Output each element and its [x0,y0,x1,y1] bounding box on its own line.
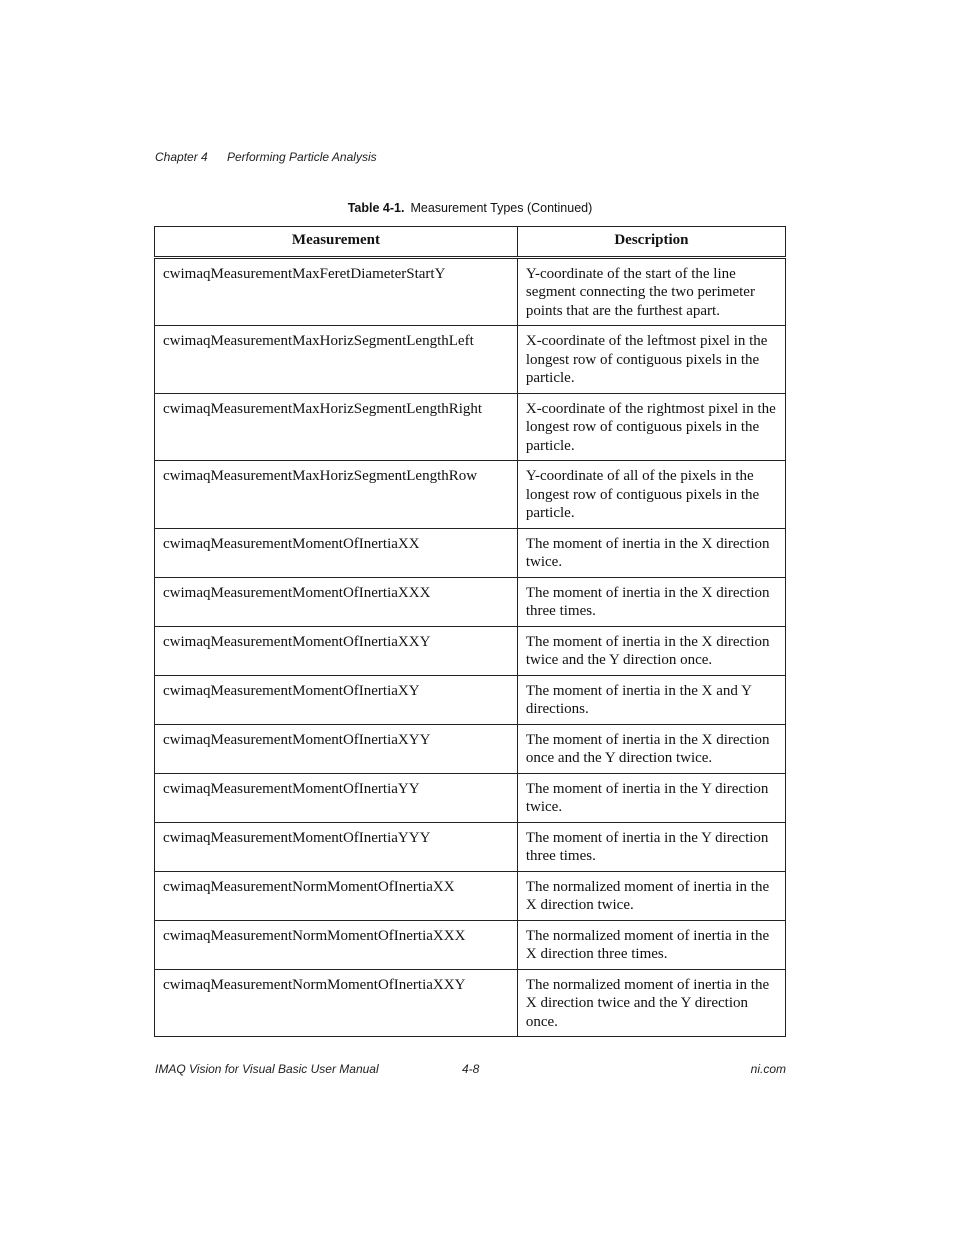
table-row [155,675,786,724]
description-cell: The moment of inertia in the X direction three times. [517,577,785,626]
table-row [155,773,786,822]
description-cell: Y-coordinate of all of the pixels in the longest row of contiguous pixels in the particle. [517,461,785,529]
description-cell: X-coordinate of the leftmost pixel in the longest row of contiguous pixels in the particle. [517,326,785,394]
description-cell: The moment of inertia in the X direction once and the Y direction twice. [517,724,785,773]
page-number: 4-8 [462,1062,480,1076]
table-row [155,461,786,529]
table-row [155,920,786,969]
description-cell: The normalized moment of inertia in the X direction twice. [517,871,785,920]
description-cell: The moment of inertia in the X direction twice and the Y direction once. [517,626,785,675]
manual-title: IMAQ Vision for Visual Basic User Manual [155,1062,379,1076]
column-header-description: Description [517,227,785,258]
measurement-cell: cwimaqMeasurementMaxFeretDiameterStartY [155,257,518,326]
table-row [155,724,786,773]
running-header [155,150,377,164]
table-row [155,822,786,871]
measurement-cell: cwimaqMeasurementMaxHorizSegmentLengthRight [155,393,518,461]
chapter-label: Chapter 4 [155,150,208,164]
description-cell: The normalized moment of inertia in the X direction three times. [517,920,785,969]
measurement-cell: cwimaqMeasurementMaxHorizSegmentLengthLeft [155,326,518,394]
table-row [155,326,786,394]
measurement-cell: cwimaqMeasurementMomentOfInertiaYYY [155,822,518,871]
table-header-row [155,227,786,258]
measurement-cell: cwimaqMeasurementMomentOfInertiaXXX [155,577,518,626]
table-row [155,577,786,626]
measurement-cell: cwimaqMeasurementNormMomentOfInertiaXXX [155,920,518,969]
table-caption [154,201,786,215]
table-row [155,969,786,1037]
table-row [155,257,786,326]
description-cell: X-coordinate of the rightmost pixel in the longest row of contiguous pixels in the particle. [517,393,785,461]
measurement-cell: cwimaqMeasurementMomentOfInertiaXX [155,528,518,577]
description-cell: The moment of inertia in the Y direction three times. [517,822,785,871]
table-caption-title: Measurement Types (Continued) [410,201,593,215]
table-row [155,393,786,461]
table-row [155,528,786,577]
measurement-cell: cwimaqMeasurementNormMomentOfInertiaXX [155,871,518,920]
description-cell: The moment of inertia in the X and Y directions. [517,675,785,724]
description-cell: Y-coordinate of the start of the line segment connecting the two perimeter points that are the furthest apart. [517,257,785,326]
table-row [155,871,786,920]
measurement-cell: cwimaqMeasurementMomentOfInertiaYY [155,773,518,822]
website: ni.com [750,1062,786,1076]
description-cell: The moment of inertia in the X direction twice. [517,528,785,577]
measurement-types-table [154,226,786,1037]
description-cell: The moment of inertia in the Y direction twice. [517,773,785,822]
measurement-cell: cwimaqMeasurementNormMomentOfInertiaXXY [155,969,518,1037]
table-row [155,626,786,675]
table-caption-label: Table 4-1. [347,201,405,215]
measurement-cell: cwimaqMeasurementMomentOfInertiaXYY [155,724,518,773]
measurement-cell: cwimaqMeasurementMomentOfInertiaXY [155,675,518,724]
measurement-cell: cwimaqMeasurementMaxHorizSegmentLengthRow [155,461,518,529]
description-cell: The normalized moment of inertia in the X direction twice and the Y direction once. [517,969,785,1037]
section-title: Performing Particle Analysis [227,150,377,164]
column-header-measurement: Measurement [155,227,518,258]
measurement-cell: cwimaqMeasurementMomentOfInertiaXXY [155,626,518,675]
